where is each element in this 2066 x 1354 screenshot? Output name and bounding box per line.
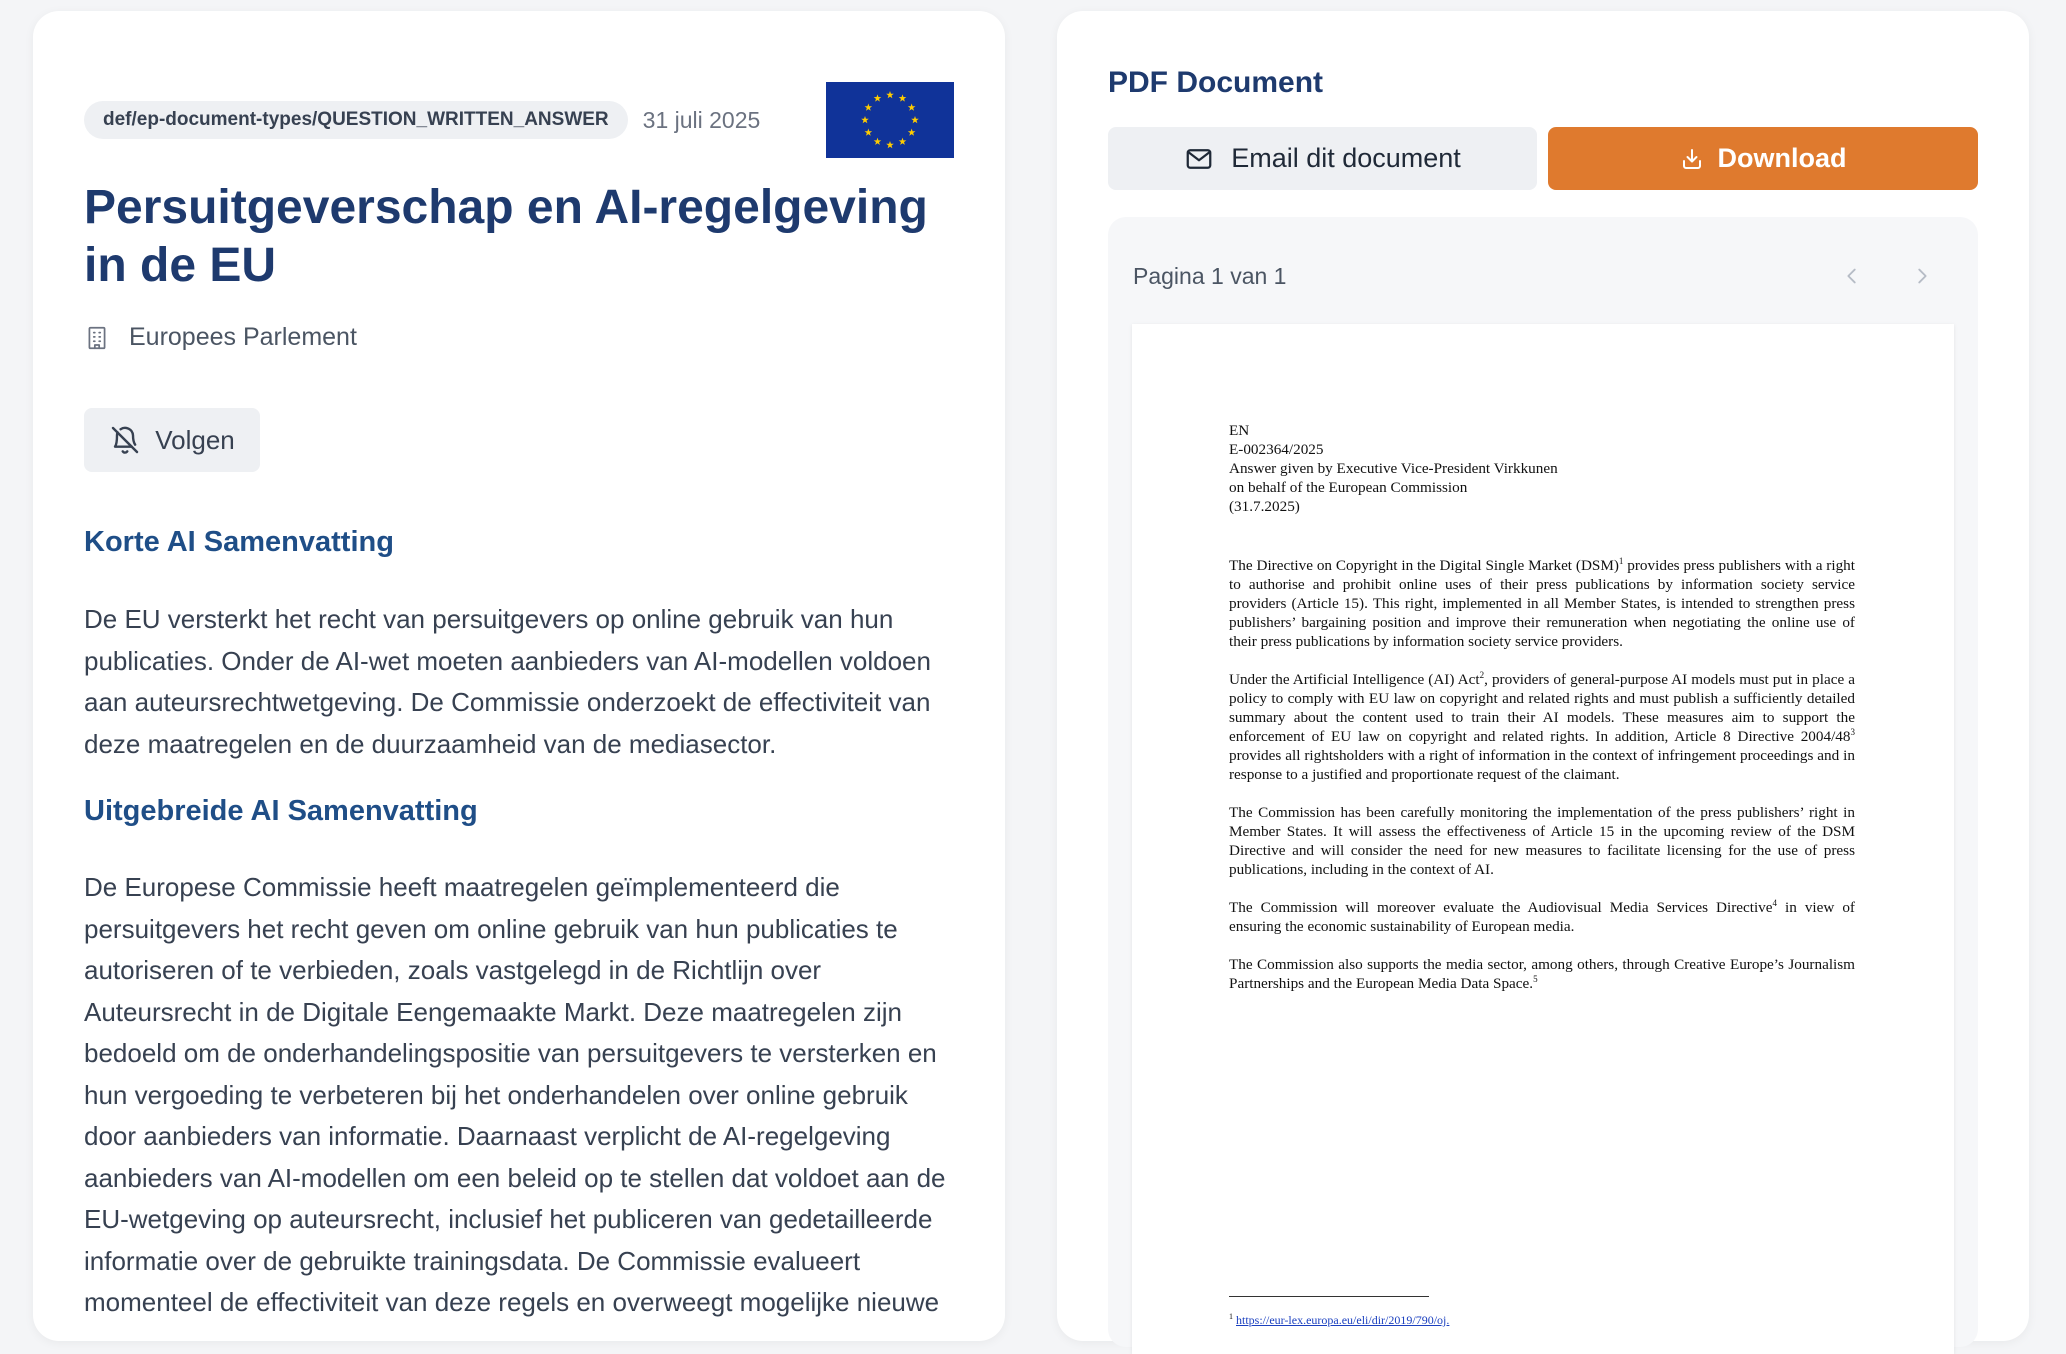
download-label: Download [1717, 143, 1847, 173]
short-summary-text: De EU versterkt het recht van persuitgevers op online gebruik van hun publicaties. Onder de AI-wet moeten aanbieders van AI-modellen voldoen aan auteursrechtwetgeving. De Commissie onderzoekt de effectiviteit van deze maatregelen en de duurzaamheid van de mediasector. [84, 604, 931, 759]
follow-button[interactable] [84, 408, 260, 472]
pdf-paragraph: Under the Artificial Intelligence (AI) Act$^2$, providers of general-purpose AI models must put in place a policy to comply with EU law on copyright and related rights and must publish a sufficiently detailed summary about the content used to train their AI models. These measures aim to support the enforcement of EU law on copyright and related rights. In addition, Article 8 Directive $2004/48^3$ provides all rightsholders with a right of information in the context of infringement proceedings and in response to a justified and proportionate request of the claimant. [1229, 669, 1856, 783]
pdf-paragraph: The Commission will moreover evaluate the Audiovisual Media Services Directive$^4$ in view of ensuring the economic sustainability of European media. [1229, 897, 1855, 935]
pdf-page [1132, 324, 1954, 1354]
follow-label: Volgen [155, 424, 235, 455]
pdf-answer-by: Answer given by Executive Vice-President Virkkunen [1229, 460, 1558, 477]
download-icon [1680, 147, 1704, 171]
footnote-ref: 4 [1772, 897, 1778, 908]
email-document-label: Email dit document [1231, 143, 1461, 173]
pdf-body [1229, 556, 1855, 1012]
document-title: Persuitgeverschap en AI-regelgeving in de EU [84, 181, 928, 292]
mail-icon [1184, 144, 1214, 174]
footnote-divider [1229, 1296, 1429, 1297]
pdf-language: EN [1229, 422, 1250, 439]
footnote-link[interactable]: https://eur-lex.europa.eu/eli/dir/2019/790/oj. [1236, 1313, 1450, 1327]
meta-row [84, 101, 760, 139]
pdf-paragraph: The Commission has been carefully monitoring the implementation of the press publishers’ right in Member States. It will assess the effectiveness of Article 15 in the upcoming review of the DSM Directive and will consider the need for new measures to facilitate licensing for the use of press publications, including in the context of AI. [1229, 804, 1855, 878]
footnote-ref: 2 [1479, 669, 1485, 680]
pdf-date: (31.7.2025) [1229, 498, 1300, 515]
building-icon [84, 325, 110, 351]
pdf-on-behalf: on behalf of the European Commission [1229, 479, 1468, 496]
download-button[interactable] [1548, 127, 1978, 190]
document-type-badge: def/ep-document-types/QUESTION_WRITTEN_ANSWER [84, 101, 628, 139]
next-page-button[interactable] [1911, 265, 1933, 287]
extended-summary-text: De Europese Commissie heeft maatregelen geïmplementeerd die persuitgevers het recht geven om online gebruik van hun publicaties te autoriseren of te verbieden, zoals vastgelegd in de Richtlijn over Auteursrecht in de Digitale Eengemaakte Markt. Deze maatregelen zijn bedoeld om de onderhandelingspositie van persuitgevers te versterken en hun vergoeding te verbeteren bij het onderhandelen over online gebruik door aanbieders van informatie. Daarnaast verplicht de AI-regelgeving aanbieders van AI-modellen om een beleid op te stellen dat voldoet aan de EU-wetgeving op auteursrecht, inclusief het publiceren van gedetailleerde informatie over de gebruikte trainingsdata. De Commissie evalueert momenteel de effectiviteit van deze regels en overweegt mogelijke nieuwe [84, 872, 946, 1317]
footnote [1229, 1310, 1449, 1327]
page-indicator: Pagina 1 van 1 [1133, 263, 1287, 289]
pdf-panel-heading: PDF Document [1108, 66, 1324, 99]
footnote-ref: 3 [1850, 726, 1855, 737]
institution-name: Europees Parlement [129, 323, 357, 351]
pdf-paragraph: The Commission also supports the media sector, among others, through Creative Europe’s Journalism Partnerships and the European Media Data Space.$^5$ [1229, 956, 1855, 992]
pdf-header [1229, 421, 1869, 516]
document-date: 31 juli 2025 [642, 106, 761, 133]
short-summary-heading: Korte AI Samenvatting [84, 526, 394, 558]
pdf-viewer [1108, 217, 1978, 1347]
previous-page-button[interactable] [1841, 265, 1863, 287]
bell-off-icon [109, 424, 141, 456]
footnote-ref: 1 [1618, 555, 1624, 566]
document-detail-card [33, 11, 1005, 1341]
institution [84, 323, 357, 352]
email-document-button[interactable] [1108, 127, 1537, 190]
extended-summary-heading: Uitgebreide AI Samenvatting [84, 795, 478, 827]
pdf-paragraph: The Directive on Copyright in the Digital Single Market (DSM)$^1$ provides press publishers with a right to authorise and prohibit online uses of their press publications by information society service providers (Article 15). This right, implemented in all Member States, is intended to strengthen press publishers’ bargaining position and improve their remuneration when negotiating the online use of their press publications by information society service providers. [1229, 555, 1855, 650]
pdf-reference: E-002364/2025 [1229, 441, 1324, 458]
footnote-ref: 5 [1533, 973, 1538, 984]
pdf-panel [1057, 11, 2029, 1341]
eu-flag-icon [826, 82, 954, 158]
footnote-number: 1 [1229, 1312, 1233, 1321]
